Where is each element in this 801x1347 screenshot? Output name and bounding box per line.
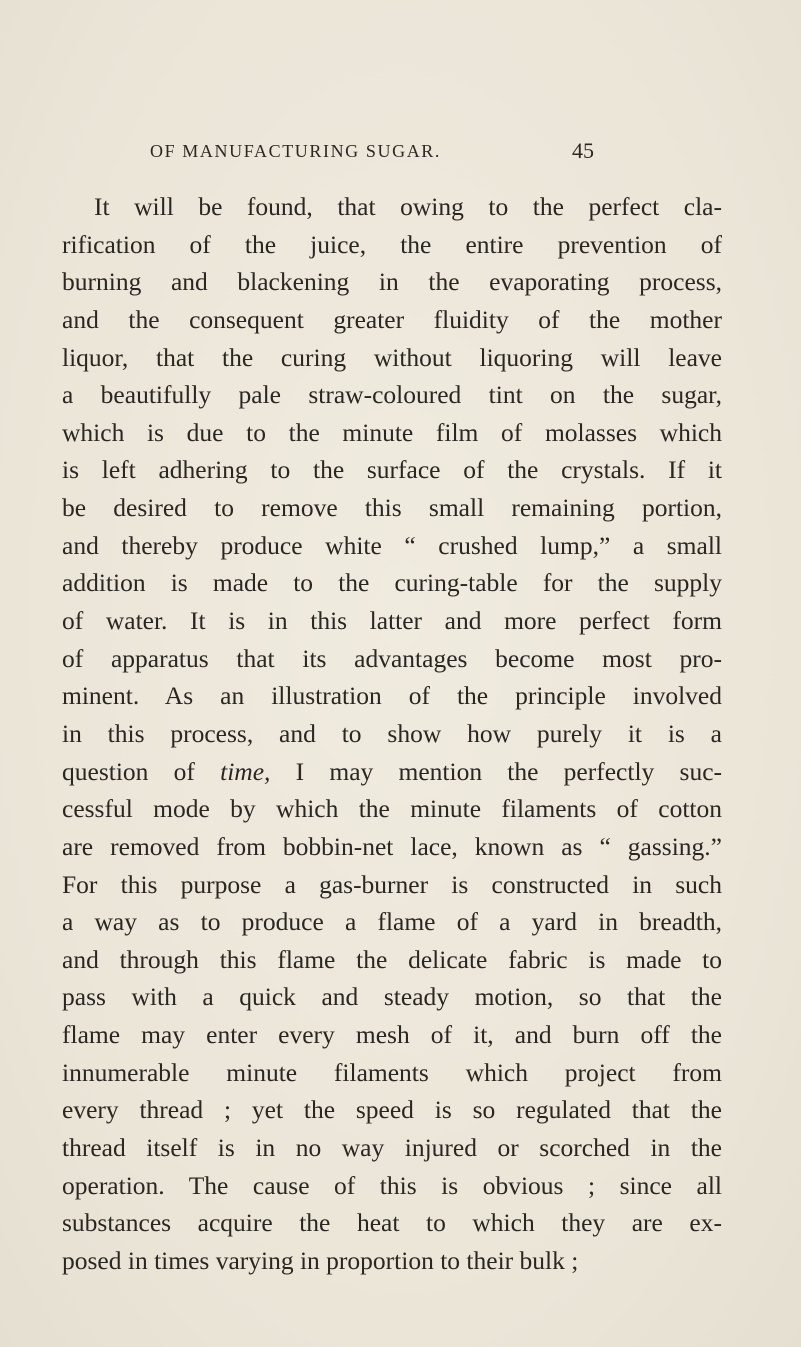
text-line: is left adhering to the surface of the crystals. If it bbox=[62, 455, 722, 485]
text-line: liquor, that the curing without liquoring will leave bbox=[62, 342, 722, 372]
line-segment: question of bbox=[62, 756, 221, 786]
italic-word: time, bbox=[220, 756, 271, 786]
text-line: and the consequent greater fluidity of the mother bbox=[62, 304, 722, 334]
text-line: in this process, and to show how purely it is a bbox=[62, 718, 722, 748]
text-line: addition is made to the curing-table for the supply bbox=[62, 568, 722, 598]
text-line: a beautifully pale straw-coloured tint on the sugar, bbox=[62, 380, 722, 410]
running-head: OF MANUFACTURING SUGAR. bbox=[150, 141, 441, 161]
text-line: thread itself is in no way injured or scorched in the bbox=[62, 1133, 722, 1163]
line-segment: I may mention the perfectly suc- bbox=[270, 756, 722, 786]
text-line: posed in times varying in proportion to their bulk ; bbox=[62, 1245, 579, 1275]
page-number: 45 bbox=[572, 138, 594, 163]
text-line-with-italic bbox=[62, 753, 722, 791]
text-line: cessful mode by which the minute filaments of cotton bbox=[62, 794, 722, 824]
text-line: burning and blackening in the evaporating process, bbox=[62, 267, 722, 297]
text-line: which is due to the minute film of molasses which bbox=[62, 417, 722, 447]
text-line: a way as to produce a flame of a yard in breadth, bbox=[62, 907, 722, 937]
text-line: minent. As an illustration of the principle involved bbox=[62, 681, 722, 711]
text-line: pass with a quick and steady motion, so that the bbox=[62, 982, 722, 1012]
text-line: and through this flame the delicate fabric is made to bbox=[62, 944, 722, 974]
text-line: innumerable minute filaments which project from bbox=[62, 1057, 722, 1087]
text-line: operation. The cause of this is obvious ; since all bbox=[62, 1170, 722, 1200]
text-line: rification of the juice, the entire prevention of bbox=[62, 229, 722, 259]
text-line: every thread ; yet the speed is so regulated that the bbox=[62, 1095, 722, 1125]
text-line: substances acquire the heat to which they are ex- bbox=[62, 1208, 722, 1238]
text-line: be desired to remove this small remaining portion, bbox=[62, 493, 722, 523]
text-line: For this purpose a gas-burner is constructed in such bbox=[62, 869, 722, 899]
text-line: flame may enter every mesh of it, and burn off the bbox=[62, 1020, 722, 1050]
text-line: of apparatus that its advantages become most pro- bbox=[62, 643, 722, 673]
text-line: and thereby produce white “ crushed lump,” a small bbox=[62, 530, 722, 560]
text-line: of water. It is in this latter and more perfect form bbox=[62, 606, 722, 636]
text-line: are removed from bobbin-net lace, known as “ gassing.” bbox=[62, 831, 722, 861]
text-line: It will be found, that owing to the perfect cla- bbox=[94, 192, 722, 221]
body-paragraph bbox=[62, 188, 722, 1280]
